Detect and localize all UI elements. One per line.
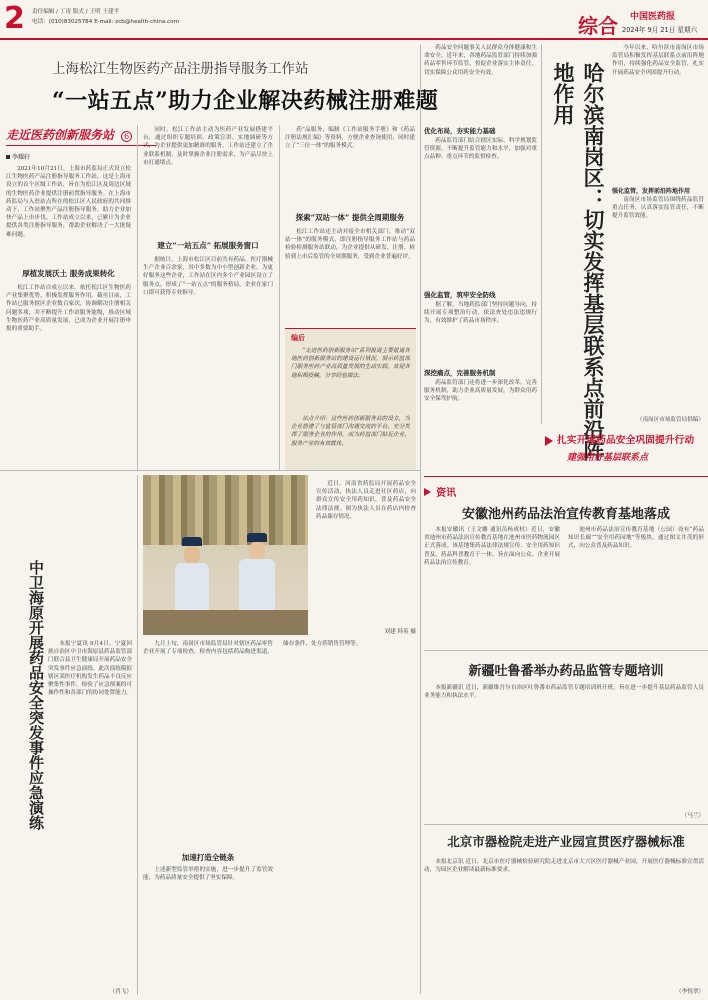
col-line-3: [420, 44, 421, 994]
news1-title: 安徽池州药品法治宣传教育基地落成: [461, 507, 670, 522]
section-name: 综合: [578, 14, 618, 38]
news2-credit: （马兰）: [681, 813, 704, 819]
news3-body: 本报北京讯 近日，北京市医疗器械检验研究院走进北京市大兴区医疗器械产业园，开展医疗器械标准宣贯活动，为园区企业解读最新标准要求。: [424, 859, 704, 874]
article1-headline: “一站五点”助力企业解决药械注册难题: [52, 88, 439, 114]
col-line-4: [541, 44, 542, 424]
author-icon: [6, 155, 10, 159]
tagline-icon: [545, 436, 553, 446]
mid-subhead-2: 强化监管，筑牢安全防线: [424, 291, 496, 299]
bottom-article-text: 九月上旬，南岗区市场监管局针对辖区药品零售企业开展了专项检查，检查内容包括药品购进渠道、储存条件、处方药销售管理等。: [143, 641, 362, 656]
news2-body: 本报新疆讯 近日，新疆维吾尔自治区吐鲁番市药品监管专题培训班开班，旨在进一步提升基层药品监管人员业务能力和执法水平。: [424, 685, 704, 700]
mid-article-text-2: 药品监管部门结合辖区实际，科学规划监管资源，不断提升监管能力和水平，加强对重点品种、重点环节的监督检查。: [424, 138, 537, 161]
editor-line-1: 责任编辑 / 丁凌 版式 / 王明 王建平: [32, 9, 120, 15]
harbin-subhead: 强化监管，发挥前沿阵地作用: [612, 188, 691, 195]
article1-subtitle: 上海松江生物医药产品注册指导服务工作站: [52, 61, 309, 77]
haiyuan-credit: （肖飞）: [109, 989, 132, 995]
news-icon: [424, 488, 431, 496]
article1-subhead-3: 探索“双站一体” 提供全周期服务: [295, 213, 405, 222]
news-separator-1: [424, 650, 708, 651]
mid-article-text-3: 据了解，当地药监部门坚持问题导向，持续开展专项整治行动，依法查处违法违规行为，有效维护了药品市场秩序。: [424, 302, 537, 325]
editor-line-2: 电话：(010)83025784 E-mail: zcb@health-china.com: [32, 19, 180, 25]
news-photo: [143, 475, 308, 635]
paper-name: 中国医药报: [630, 12, 676, 22]
article1-subhead-2: 建立“一站五点” 拓展服务窗口: [157, 241, 259, 250]
article1-col3b-text: 松江工作站还主动对接全市相关部门，推动“双站一体”的服务模式，即注册指导服务工作站与药品检验检测服务站联动，为企业提供从研发、注册、检验到上市后监管的全周期服务，受到企业普遍好评。: [285, 229, 415, 260]
editor-note-box: [285, 328, 416, 471]
mid-subhead-3: 深挖痛点，完善服务机制: [424, 369, 496, 377]
column-tag-label: 走近医药创新服务站: [6, 128, 115, 142]
photo-credit: 刘建 韩英 摄: [384, 629, 416, 635]
col-line-5: [137, 475, 138, 995]
article1-col1b-text: 松江工作站自成立以来，依托松江区生物医药产业集聚优势，积极发挥服务作用。截至目前，工作站已服务辖区企业数百家次，协调解决注册相关问题多项，并不断提升工作站服务能级，推动区域生物医药产业高质量发展，已成为企业开展注册申报的重要助手。: [6, 285, 131, 333]
editor-note-text: “走进医药创新服务站”系列报道主要报道各地医药创新服务站的建设运行情况，展示药监部门服务医药产业高质量发展的生动实践。欢迎各地积极投稿，分享经验做法。: [291, 348, 410, 379]
news-rule: [424, 476, 708, 477]
article1-col1-text: 2021年10月21日，上海市药监局正式设立松江生物医药产品注册指导服务工作站，这是上海市设立的首个区级工作站，旨在为松江区及周边区域的生物医药企业提供注册前置指导服务。在上海市药监局与入驻站点所在的松江区人民政府的共同推动下，工作站聚焦产品注册指导服务，助力企业加快产品上市步伐。工作站成立以来，已累计为企业提供各类注册指导服务，帮助企业解决了一大批疑难问题。: [6, 166, 131, 238]
tagline-box: [545, 430, 707, 470]
photo-caption: 近日，河南省药监局开展药品安全宣传活动，执法人员走进社区药店，向群众宣传安全用药知识，普及药品安全法律法规。图为执法人员在药店内检查药品储存情况。: [316, 481, 416, 520]
counter-table: [143, 610, 308, 635]
harbin-headline: 哈尔滨南岗区：切实发挥基层联系点前沿阵地作用: [551, 62, 606, 461]
author-name: 李耀轩: [12, 154, 31, 161]
header-rule: [0, 38, 708, 40]
mid-article-text-4: 药品监管部门还将进一步深化改革，完善服务机制，助力企业高质量发展，为群众用药安全保驾护航。: [424, 380, 537, 403]
article1-subhead-1: 厚植发展沃土 服务成果转化: [22, 269, 115, 278]
column-tag-number: 6: [121, 131, 132, 142]
tagline-sub: 建强用好基层联系点: [567, 453, 649, 463]
bottom-article-text-2: 上述新型监管举措的实施，进一步提升了监管效能，为药品质量安全提供了坚实保障。: [143, 867, 273, 882]
news3-title: 北京市器检院走进产业园宣贯医疗器械标准: [447, 834, 685, 849]
news2-title: 新疆吐鲁番举办药品监管专题培训: [468, 664, 664, 679]
editor-note-label: 编后: [291, 333, 305, 342]
news-separator-2: [424, 824, 708, 825]
news1-body: 本报安徽讯（王文雕 通讯员杨成权）近日，安徽省池州市药品法治宣传教育基地在池州市医药物流园区正式落成。该基地集药品法律法规宣传、安全用药知识普及、药品科普教育于一体，旨在面向公众、企业开展药品法治宣传教育。: [424, 527, 560, 566]
harbin-body: 今年以来，哈尔滨市南岗区市场监管局积极发挥基层联系点前沿阵地作用，持续强化药品安全监管，扎实开展药品安全巩固提升行动。: [612, 45, 704, 76]
news-header-label: 资讯: [436, 488, 457, 499]
page-number: 2: [4, 1, 25, 36]
lower-separator: [0, 470, 420, 471]
news3-credit: （李悦翠）: [676, 989, 704, 995]
article1-author: [6, 152, 30, 161]
article1-col2b-text: 据统计，上海市松江区目前共有药品、医疗器械生产企业百余家，其中多数为中小型创新企业。为更好服务这些企业，工作站在区内多个产业园区设立了服务点，形成了“一站五点”的服务格局，企业在家门口即可获得专业指导。: [143, 257, 273, 296]
harbin-body-2: 南岗区市场监管局围绕药品监管重点任务，认真落实监管责任，不断提升监管效能。: [612, 197, 704, 220]
tagline-main: 扎实开展药品安全巩固提升行动: [557, 435, 695, 446]
col-line-1: [137, 125, 138, 470]
haiyuan-headline: 中卫海原开展药品安全突发事件应急演练: [27, 560, 45, 830]
photo-shelf: [143, 475, 308, 545]
col-line-2: [279, 125, 280, 470]
news-header: [424, 481, 456, 500]
article1-col2-text: 同时，松江工作站主动为医药产业发展搭建平台，通过组织专题培训、政策宣讲、实地调研等方式，为企业提供更加精准的服务。工作站还建立了企业联系机制，及时掌握企业注册需求，为产品尽快上市打通堵点。: [143, 127, 273, 166]
editor-note-text-2: 站点介绍：这些医药创新服务站的设立，为企业搭建了与监管部门沟通交流的平台，充分发挥了服务企业的作用，成为药监部门贴近企业、服务产业的有效载体。: [291, 416, 410, 447]
mid-subhead-1: 优化布局，夯实能力基础: [424, 127, 496, 135]
issue-date: 2024年 9月 21日 星期六: [622, 26, 698, 34]
article1-col3-text: 药”品服务，编制《工作站服务手册》和《药品注册法规汇编》等资料，方便企业查询使用，同时建立了“三位一体”的服务模式。: [285, 127, 415, 150]
mid-article-text: 药品安全问题事关人民群众身体健康和生命安全。近年来，各地药品监管部门持续加强药品零售环节监管，督促企业落实主体责任，切实保障公众用药安全有效。: [424, 45, 537, 76]
news1-body-2: 池州市药品法治宣传教育基地（公园）设有“药品知识长廊”“安全用药园地”等板块，通过图文并茂的形式，向公众普及药品知识。: [568, 527, 704, 550]
column-tag: [6, 124, 156, 144]
column-tag-underline: [6, 145, 156, 146]
harbin-credit: （南岗区市场监管局供稿）: [636, 417, 704, 423]
haiyuan-body: 本报宁夏讯 9月4日，宁夏回族自治区中卫市海原县药品监管部门联合县卫生健康局开展药品安全突发事件应急演练。此次演练模拟辖区某医疗机构发生药品不良反应聚集性事件，检验了应急预案的可操作性和各部门的协同处置能力。: [48, 641, 132, 697]
bottom-subhead: 加速打造全链条: [181, 853, 235, 862]
